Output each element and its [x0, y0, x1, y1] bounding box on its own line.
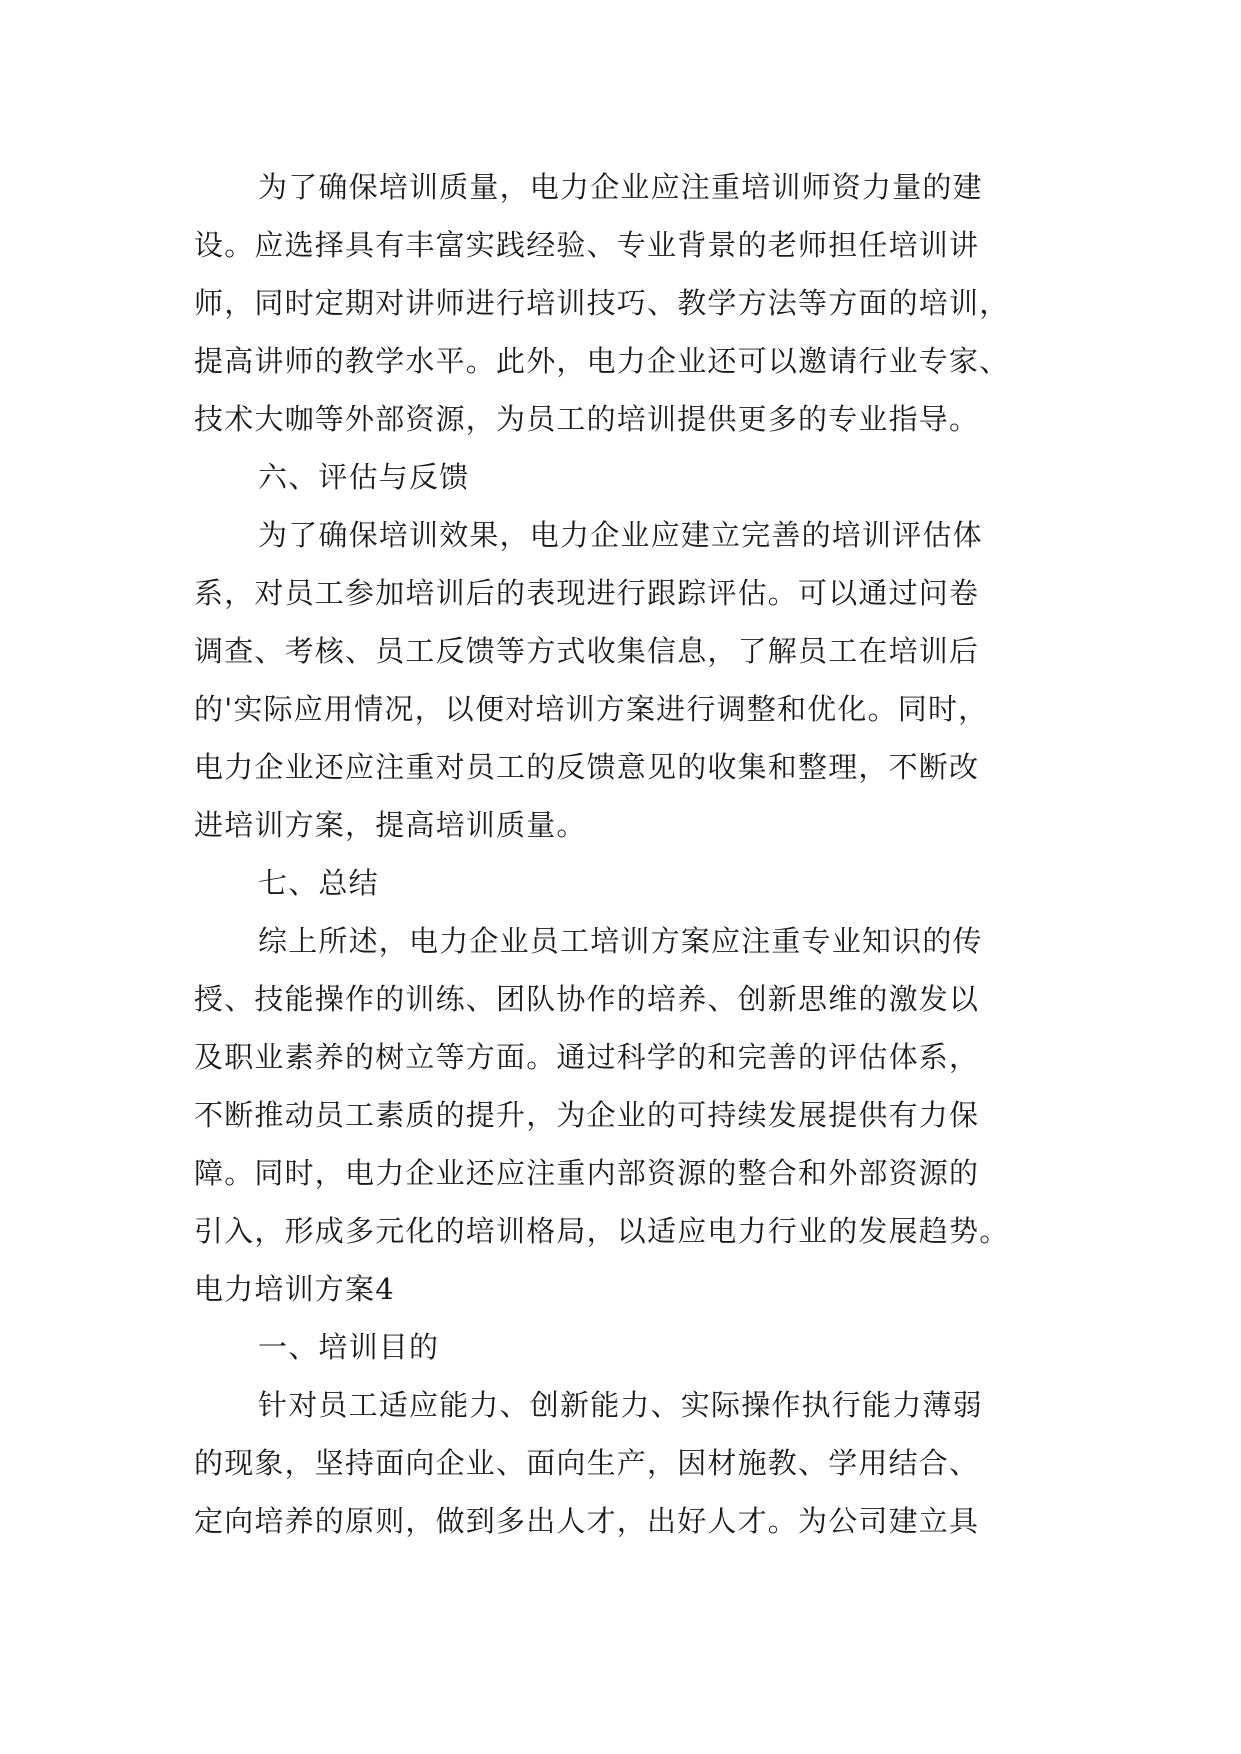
text-line: 进培训方案，提高培训质量。 [194, 808, 587, 842]
text-line: 调查、考核、员工反馈等方式收集信息，了解员工在培训后 [194, 634, 980, 668]
text-line: 为了确保培训效果，电力企业应建立完善的培训评估体 [258, 518, 983, 552]
text-line: 设。应选择具有丰富实践经验、专业背景的老师担任培训讲 [194, 228, 980, 262]
text-line: 不断推动员工素质的提升，为企业的可持续发展提供有力保 [194, 1098, 980, 1132]
document-body [194, 158, 1064, 1550]
text-line: 电力企业还应注重对员工的反馈意见的收集和整理，不断改 [194, 750, 980, 784]
text-line: 的'实际应用情况，以便对培训方案进行调整和优化。同时， [194, 692, 989, 726]
section-heading: 一、培训目的 [258, 1330, 440, 1364]
text-line: 提高讲师的教学水平。此外，电力企业还可以邀请行业专家、 [194, 344, 1010, 378]
text-line: 引入，形成多元化的培训格局，以适应电力行业的发展趋势。 [194, 1214, 1010, 1248]
section-heading: 七、总结 [258, 866, 379, 900]
text-line: 及职业素养的树立等方面。通过科学的和完善的评估体系， [194, 1040, 980, 1074]
text-line: 系，对员工参加培训后的表现进行跟踪评估。可以通过问卷 [194, 576, 980, 610]
text-line: 为了确保培训质量，电力企业应注重培训师资力量的建 [258, 170, 983, 204]
text-line: 综上所述，电力企业员工培训方案应注重专业知识的传 [258, 924, 983, 958]
text-line: 授、技能操作的训练、团队协作的培养、创新思维的激发以 [194, 982, 980, 1016]
text-line: 针对员工适应能力、创新能力、实际操作执行能力薄弱 [258, 1388, 983, 1422]
text-line: 技术大咖等外部资源，为员工的培训提供更多的专业指导。 [194, 402, 980, 436]
text-line: 师，同时定期对讲师进行培训技巧、教学方法等方面的培训， [194, 286, 1010, 320]
text-line: 的现象，坚持面向企业、面向生产，因材施教、学用结合、 [194, 1446, 980, 1480]
text-line: 障。同时，电力企业还应注重内部资源的整合和外部资源的 [194, 1156, 980, 1190]
text-line: 定向培养的原则，做到多出人才，出好人才。为公司建立具 [194, 1504, 980, 1538]
section-heading: 六、评估与反馈 [258, 460, 470, 494]
document-title: 电力培训方案4 [194, 1272, 395, 1306]
